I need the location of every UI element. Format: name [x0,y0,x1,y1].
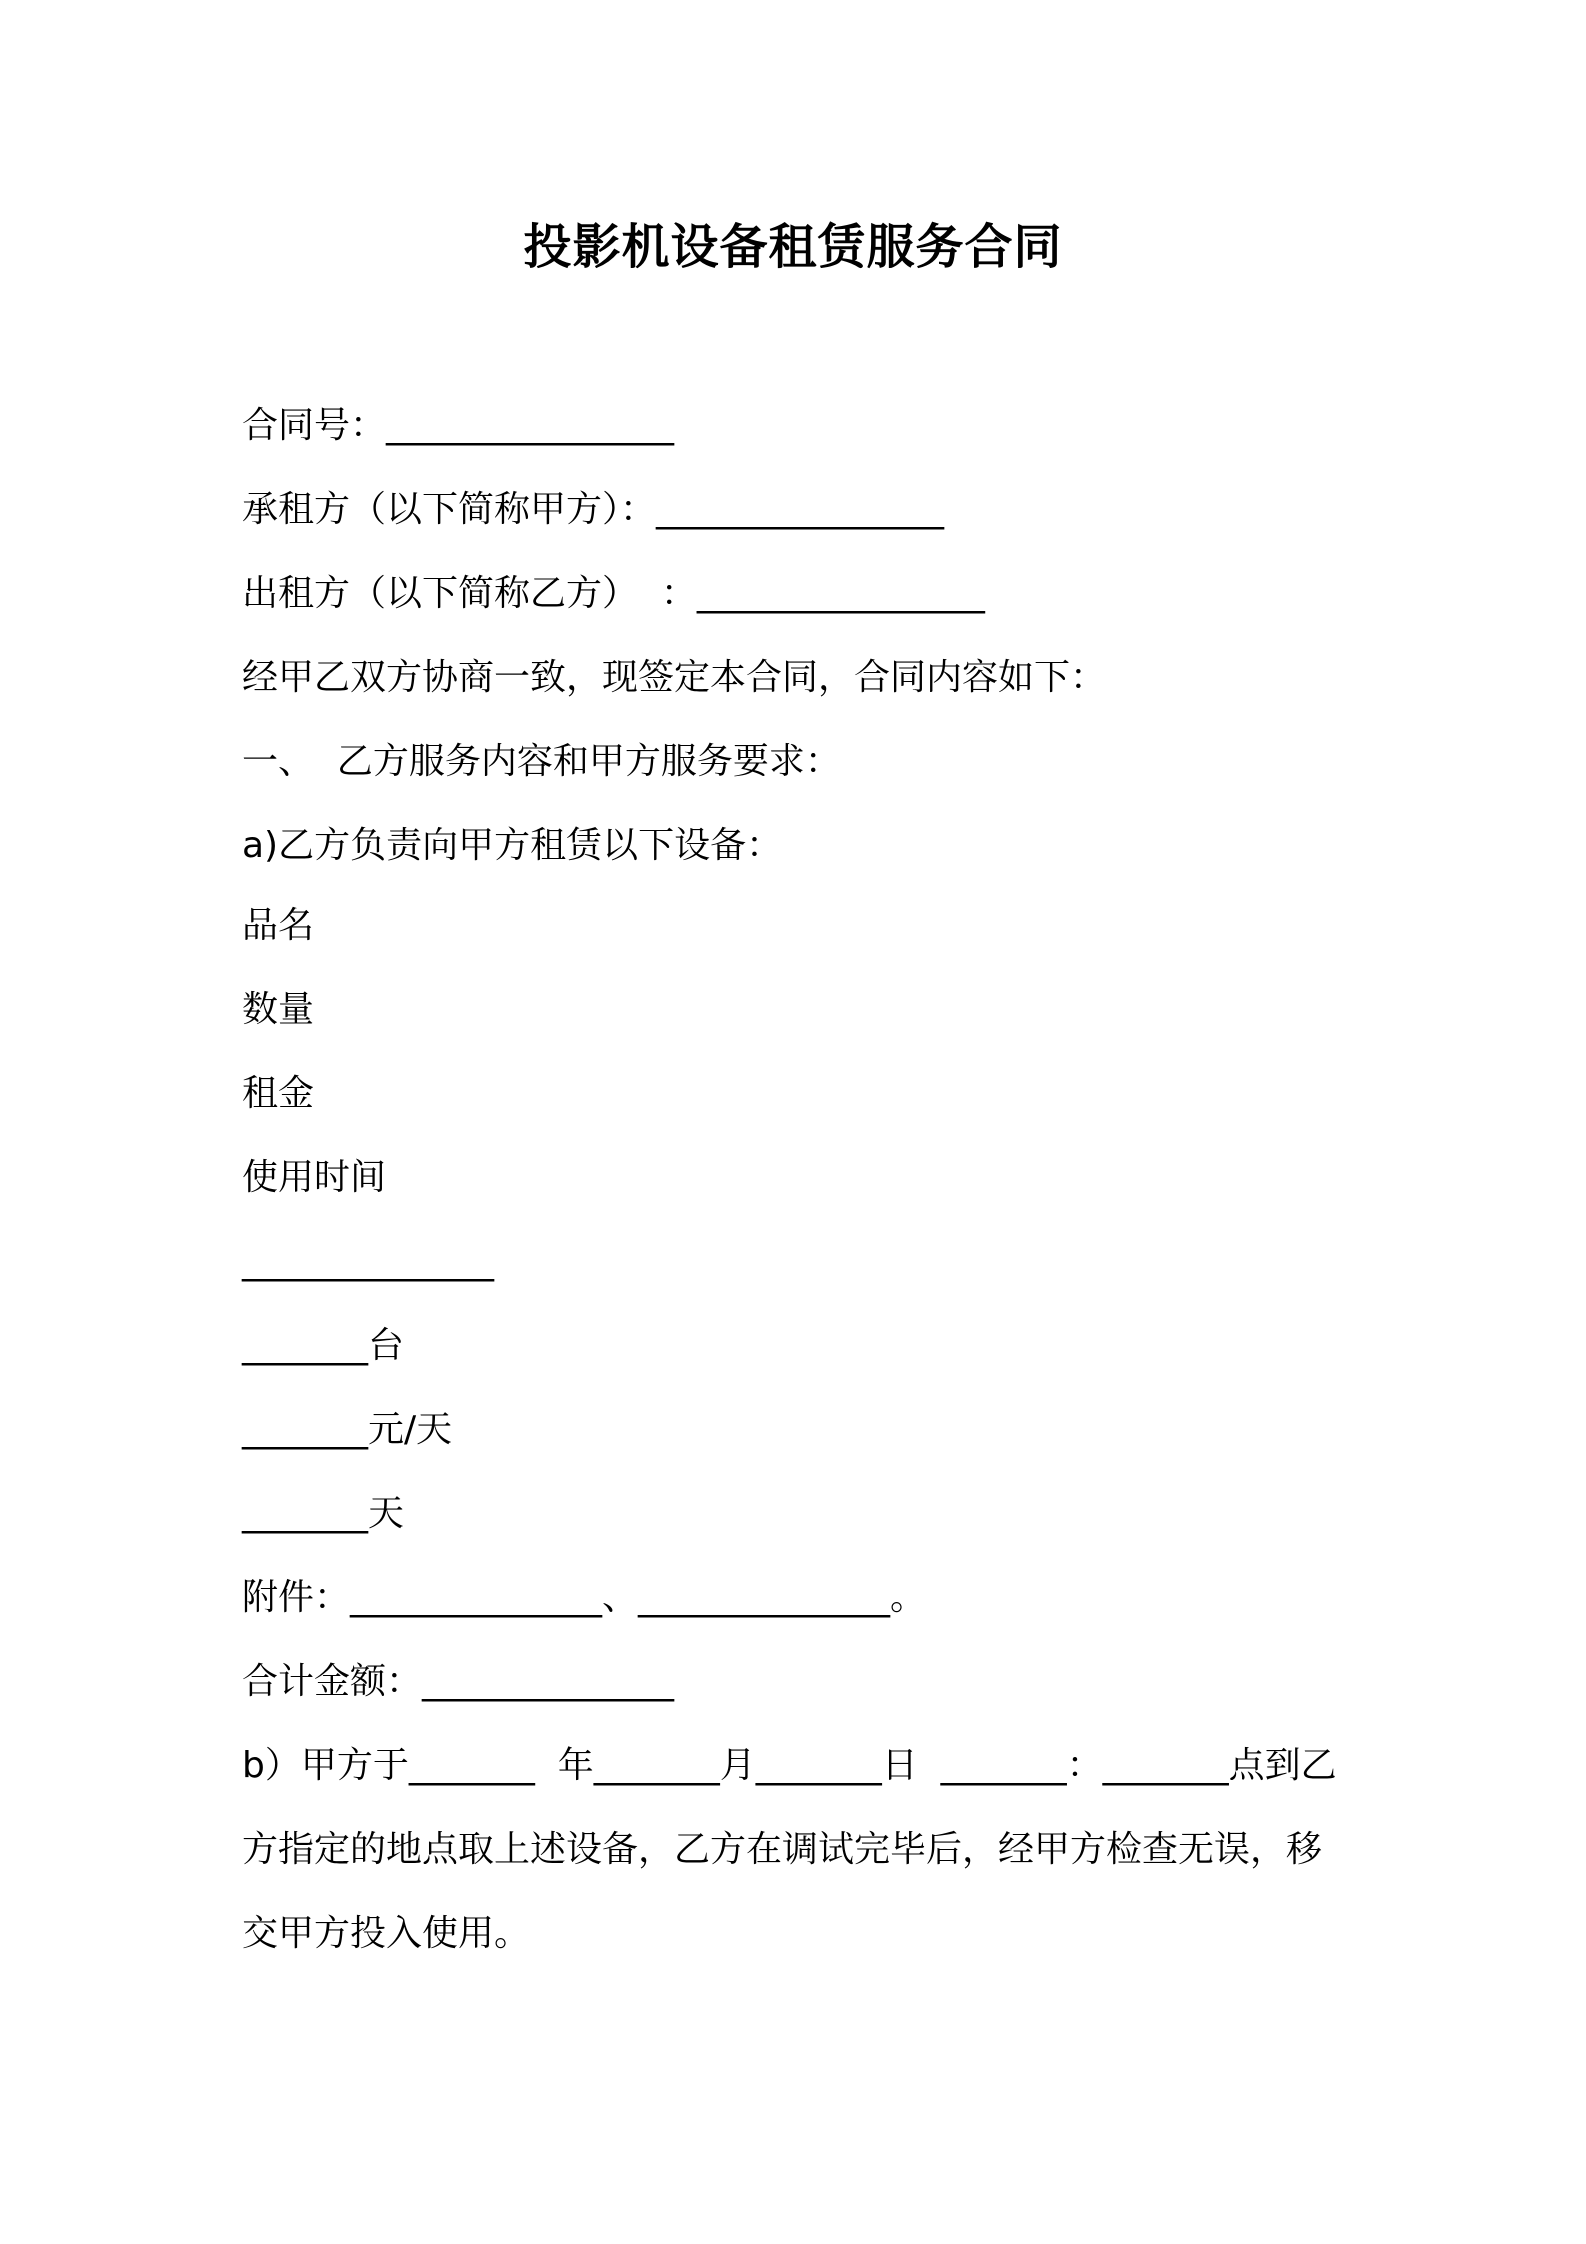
rent-label: 租金 [242,1073,315,1114]
clause-b-line-2: 方指定的地点取上述设备，乙方在调试完毕后，经甲方检查无误，移 [242,1829,1323,1870]
clause-b-line-3: 交甲方投入使用。 [242,1913,531,1954]
quantity-label: 数量 [242,989,315,1030]
usage-time-blank: _______天 [242,1493,405,1534]
document-title: 投影机设备租赁服务合同 [523,219,1063,275]
lessor-line: 出租方（以下简称乙方） ：________________ [242,573,985,614]
item-name-blank: ______________ [242,1241,494,1282]
agreement-intro-line: 经甲乙双方协商一致，现签定本合同，合同内容如下： [242,657,1107,698]
usage-time-label: 使用时间 [242,1157,387,1198]
lessee-line: 承租方（以下简称甲方）：________________ [242,489,945,530]
rent-blank: _______元/天 [242,1409,453,1450]
clause-a-line: a)乙方负责向甲方租赁以下设备： [242,825,783,866]
attachments-line: 附件：______________、______________。 [242,1577,927,1618]
total-amount-line: 合计金额：______________ [242,1661,675,1702]
item-name-label: 品名 [242,905,315,946]
section-one-heading: 一、 乙方服务内容和甲方服务要求： [242,741,841,782]
quantity-blank: _______台 [242,1325,405,1366]
contract-number-line: 合同号：________________ [242,405,675,446]
clause-b-line-1: b）甲方于_______ 年_______月_______日 _______：_______点到乙 [242,1745,1337,1786]
